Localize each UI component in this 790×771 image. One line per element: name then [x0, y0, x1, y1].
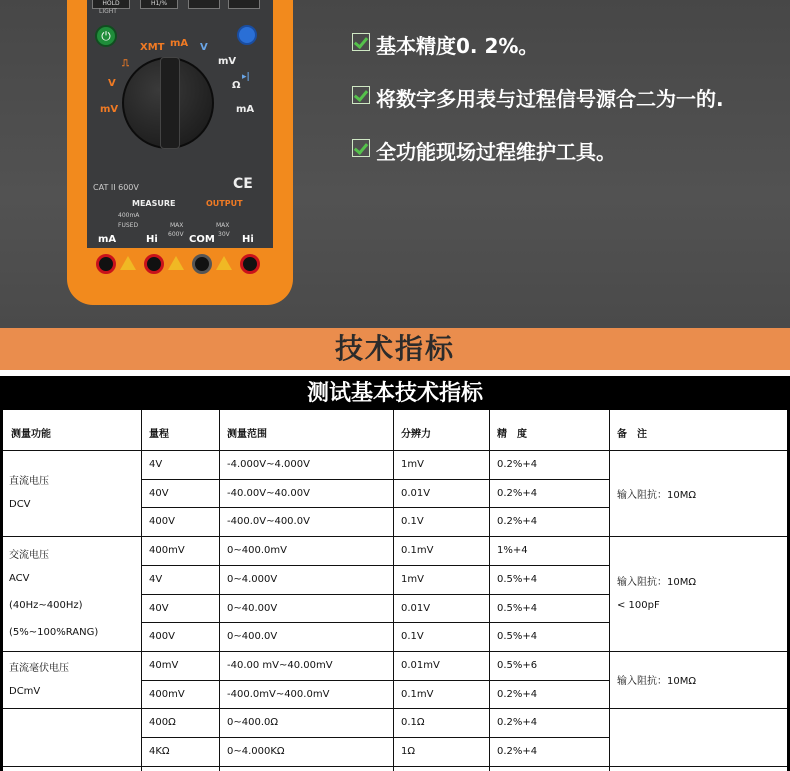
top-button-3: [188, 0, 220, 9]
row-divider: [141, 680, 609, 681]
table-cell: -400.0V~400.0V: [227, 516, 310, 528]
warning-icon: [216, 256, 232, 270]
table-cell: 1%+4: [497, 545, 528, 557]
table-cell: 0~40.00V: [227, 602, 278, 614]
v-left-label: V: [108, 78, 116, 89]
table-cell: 1mV: [401, 459, 424, 470]
table-cell: 40V: [149, 602, 169, 614]
row-divider: [141, 479, 609, 480]
function-label: DCV: [9, 499, 31, 510]
group-divider: [3, 766, 787, 767]
column-divider: [393, 410, 394, 771]
cat-rating: CAT II 600V: [93, 183, 139, 192]
feature-item: [352, 30, 724, 83]
row-divider: [141, 565, 609, 566]
feature-text: 基本精度0. 2%。: [376, 34, 539, 58]
table-cell: 40V: [149, 487, 169, 499]
max-measure-value: 600V: [168, 231, 184, 238]
note-label: 输入阻抗：10MΩ: [617, 577, 696, 588]
h1-button: H1/%: [140, 0, 178, 9]
table-cell: 400V: [149, 516, 175, 528]
jack-label-hi-output: Hi: [242, 234, 254, 245]
light-label: LIGHT: [99, 8, 117, 15]
max-output-value: 30V: [218, 231, 230, 238]
table-cell: 400Ω: [149, 717, 176, 729]
table-cell: 1mV: [401, 573, 424, 585]
table-cell: 0~4.000V: [227, 573, 278, 585]
jack-label-hi: Hi: [146, 234, 158, 245]
top-button-4: [228, 0, 260, 9]
ohm-label: Ω: [232, 80, 241, 91]
jack-ma: [96, 254, 116, 274]
output-label: OUTPUT: [206, 199, 243, 208]
table-cell: -40.00 mV~40.00mV: [227, 659, 333, 671]
feature-item: [352, 83, 724, 136]
jack-label-ma: mA: [98, 234, 117, 245]
max-output-label: MAX: [216, 222, 230, 229]
spec-table-title: 测试基本技术指标: [306, 381, 483, 406]
max-measure-label: MAX: [170, 222, 184, 229]
column-header: 备 注: [617, 429, 647, 440]
table-cell: 1Ω: [401, 746, 416, 757]
section-title: 技术指标: [334, 332, 455, 365]
column-header: 测量范围: [227, 429, 267, 440]
column-divider: [141, 410, 142, 771]
group-divider: [3, 651, 787, 652]
row-divider: [141, 594, 609, 595]
v-top-label: V: [200, 42, 208, 53]
table-cell: 4V: [149, 573, 163, 585]
warning-icon: [168, 256, 184, 270]
note-label: 输入阻抗：10MΩ: [617, 676, 696, 687]
table-cell: 0.2%+4: [497, 516, 538, 528]
jack-com: [192, 254, 212, 274]
row-divider: [141, 507, 609, 508]
table-cell: 0.01V: [401, 602, 431, 614]
table-cell: 0.5%+6: [497, 659, 538, 671]
jack-label-com: COM: [189, 234, 215, 245]
table-cell: 0.1V: [401, 631, 424, 643]
feature-list: [352, 30, 724, 189]
measure-label: MEASURE: [132, 199, 176, 208]
fuse-label-1: 400mA: [118, 212, 140, 219]
spec-table: [3, 410, 787, 771]
column-divider: [219, 410, 220, 771]
jack-hi: [144, 254, 164, 274]
table-cell: 0.01V: [401, 487, 431, 499]
jack-hi-output: [240, 254, 260, 274]
hold-button: HOLD: [92, 0, 130, 9]
table-cell: 0.5%+4: [497, 631, 538, 643]
function-label: (40Hz~400Hz): [9, 600, 83, 611]
column-divider: [609, 410, 610, 771]
table-cell: 0.1Ω: [401, 717, 425, 729]
function-label: 直流毫伏电压: [9, 663, 69, 674]
pulse-icon: ⎍: [122, 58, 129, 69]
header-divider: [3, 450, 787, 451]
diode-icon: ▸|: [242, 72, 250, 82]
rotary-dial: [122, 57, 214, 149]
column-header: 精 度: [497, 429, 527, 440]
group-divider: [3, 536, 787, 537]
ce-mark: CE: [233, 176, 253, 192]
group-divider: [3, 708, 787, 709]
table-cell: 0.1mV: [401, 688, 434, 700]
table-cell: -4.000V~4.000V: [227, 459, 310, 470]
table-cell: 400mV: [149, 545, 185, 557]
xmt-label: XMT: [140, 42, 165, 53]
feature-item: [352, 136, 724, 189]
ma-right-label: mA: [236, 104, 255, 115]
table-cell: 4V: [149, 459, 163, 470]
power-icon: ⏻: [95, 25, 117, 47]
table-cell: 40mV: [149, 659, 179, 671]
column-divider: [489, 410, 490, 771]
table-cell: 400V: [149, 631, 175, 643]
checkmark-icon: [352, 139, 370, 157]
table-cell: 400mV: [149, 688, 185, 700]
note-label: 输入阻抗：10MΩ: [617, 490, 696, 501]
column-header: 测量功能: [11, 429, 51, 440]
table-cell: 4KΩ: [149, 746, 170, 757]
table-cell: 0.2%+4: [497, 459, 538, 470]
mv-top-label: mV: [218, 56, 237, 67]
column-header: 量程: [149, 429, 169, 440]
mv-left-label: mV: [100, 104, 119, 115]
note-label: < 100pF: [617, 600, 660, 611]
table-cell: 0~400.0mV: [227, 545, 287, 557]
checkmark-icon: [352, 86, 370, 104]
table-cell: 0.2%+4: [497, 717, 538, 729]
function-label: DCmV: [9, 686, 41, 697]
table-cell: 0.2%+4: [497, 746, 538, 757]
table-cell: 0~400.0V: [227, 631, 278, 643]
table-cell: -400.0mV~400.0mV: [227, 688, 330, 700]
dial-grip: [160, 57, 180, 149]
fuse-label-2: FUSED: [118, 222, 139, 229]
function-label: 直流电压: [9, 476, 49, 487]
table-cell: 0.2%+4: [497, 688, 538, 700]
row-divider: [141, 737, 609, 738]
function-label: 交流电压: [9, 550, 49, 561]
column-header: 分辨力: [401, 429, 431, 440]
function-label: (5%~100%RANG): [9, 627, 99, 638]
feature-text: 将数字多用表与过程信号源合二为一的.: [376, 87, 724, 111]
table-cell: 0.2%+4: [497, 487, 538, 499]
table-cell: 0~400.0Ω: [227, 717, 279, 729]
table-cell: 0.5%+4: [497, 602, 538, 614]
warning-icon: [120, 256, 136, 270]
checkmark-icon: [352, 33, 370, 51]
table-cell: -40.00V~40.00V: [227, 487, 310, 499]
table-cell: 0.1V: [401, 516, 424, 528]
function-label: ACV: [9, 573, 30, 584]
table-cell: 0.5%+4: [497, 573, 538, 585]
row-divider: [141, 622, 609, 623]
hero-section: [0, 0, 790, 328]
blue-button: [237, 25, 257, 45]
table-cell: 0.01mV: [401, 659, 440, 671]
ma-top-label: mA: [170, 38, 189, 49]
table-cell: 0.1mV: [401, 545, 434, 557]
feature-text: 全功能现场过程维护工具。: [376, 140, 616, 164]
table-cell: 0~4.000KΩ: [227, 746, 285, 757]
